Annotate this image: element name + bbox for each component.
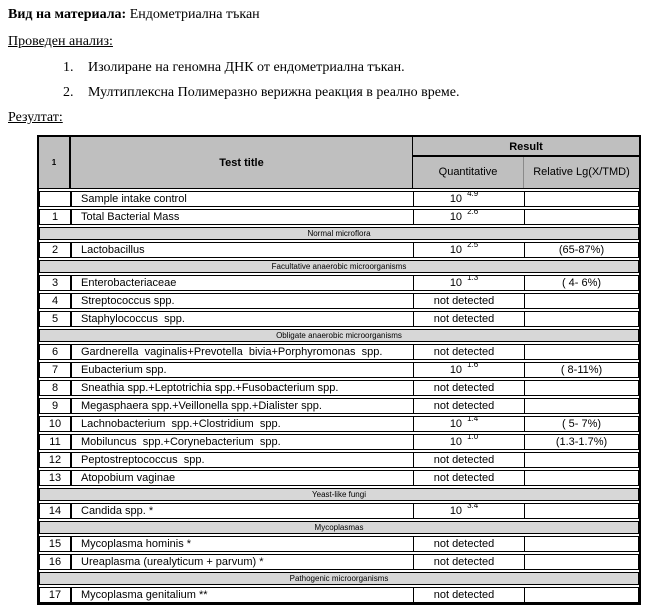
row-quantitative: not detected [414,453,525,467]
header-result-block [413,137,639,188]
power-value [450,193,478,205]
table-row [39,554,639,570]
list-item-number: 2. [63,85,74,100]
row-relative [525,381,638,395]
material-label: Вид на материала: [8,7,127,22]
power-value [450,505,478,517]
row-title: Candida spp. * [72,504,414,518]
row-title: Megasphaera spp.+Veillonella spp.+Dialister spp. [72,399,414,413]
row-relative [525,210,638,224]
row-number: 3 [40,276,72,290]
section-label: Facultative anaerobic microorganisms [271,262,407,271]
table-row [39,416,639,432]
row-relative [525,504,638,518]
table-row [39,380,639,396]
row-title: Lachnobacterium spp.+Clostridium spp. [72,417,414,431]
table-row [39,209,639,225]
row-quantitative: not detected [414,588,525,602]
table-row [39,434,639,450]
row-relative [525,312,638,326]
power-value [450,277,478,289]
row-number: 5 [40,312,72,326]
row-title: Mycoplasma genitalium ** [72,588,414,602]
table-row [39,503,639,519]
row-quantitative [414,192,525,206]
analysis-list [63,59,652,102]
list-item-text: Мултиплексна Полимеразно верижна реакция в реално време. [88,85,460,100]
row-relative: ( 8-11%) [560,364,603,376]
table-row [39,362,639,378]
row-number: 10 [40,417,72,431]
row-title: Enterobacteriaceae [72,276,414,290]
table-body [39,191,639,603]
section-label: Normal microflora [307,229,371,238]
row-title: Atopobium vaginae [72,471,414,485]
section-band [39,329,639,342]
row-number: 8 [40,381,72,395]
row-relative: ( 5- 7%) [561,418,602,430]
quant-exp: 1.4 [467,417,479,424]
row-relative [525,537,638,551]
table-row [39,275,639,291]
quant-exp: 2.5 [467,243,479,250]
table-row [39,470,639,486]
row-number: 11 [40,435,72,449]
row-quantitative [414,276,525,290]
quant-exp: 2.6 [467,210,479,217]
quant-base: 10 [449,277,463,289]
row-title: Eubacterium spp. [72,363,414,377]
analysis-heading: Проведен анализ: [8,34,113,49]
row-number: 9 [40,399,72,413]
row-quantitative: not detected [414,294,525,308]
power-value [450,364,478,376]
section-band [39,227,639,240]
row-quantitative [414,417,525,431]
row-relative: (65-87%) [558,244,605,256]
table-row [39,536,639,552]
quant-exp: 3.4 [467,504,479,511]
row-quantitative: not detected [414,381,525,395]
quant-base: 10 [449,436,463,448]
row-title: Streptococcus spp. [72,294,414,308]
quant-exp: 1.6 [467,363,479,370]
row-number: 16 [40,555,72,569]
quant-base: 10 [449,211,463,223]
row-number: 1 [40,210,72,224]
row-title: Sample intake control [72,192,414,206]
row-quantitative [414,504,525,518]
row-quantitative [414,210,525,224]
section-band [39,260,639,273]
results-table [37,135,641,605]
quant-exp: 1.3 [467,276,479,283]
list-item-number: 1. [63,60,74,75]
result-heading: Резултат: [8,110,63,125]
row-number: 12 [40,453,72,467]
row-relative [525,453,638,467]
row-title: Total Bacterial Mass [72,210,414,224]
quant-exp: 1.0 [467,435,479,442]
section-label: Obligate anaerobic microorganisms [276,331,402,340]
quant-base: 10 [449,244,463,256]
material-value: Ендометриална тъкан [129,7,260,22]
row-quantitative: not detected [414,471,525,485]
row-number [40,192,72,206]
row-quantitative: not detected [414,555,525,569]
header-result: Result [413,137,639,157]
table-row [39,398,639,414]
table-row [39,587,639,603]
row-relative: ( 4- 6%) [561,277,602,289]
row-title: Peptostreptococcus spp. [72,453,414,467]
table-row [39,293,639,309]
quant-exp: 4.9 [467,192,479,199]
section-label: Yeast-like fungi [312,490,366,499]
table-row [39,311,639,327]
row-relative [525,294,638,308]
row-title: Staphylococcus spp. [72,312,414,326]
row-relative [525,345,638,359]
row-title: Ureaplasma (urealyticum + parvum) * [72,555,414,569]
section-band [39,521,639,534]
header-number-cell [39,137,71,188]
row-number: 13 [40,471,72,485]
row-number: 6 [40,345,72,359]
header-relative: Relative Lg(X/TMD) [533,166,630,178]
row-title: Lactobacillus [72,243,414,257]
quant-base: 10 [449,193,463,205]
number-mark: 1 [51,158,57,167]
table-row [39,344,639,360]
list-item [63,59,652,77]
row-quantitative [414,243,525,257]
row-number: 17 [40,588,72,602]
header-quantitative: Quantitative [413,157,524,188]
row-relative [525,471,638,485]
row-relative [525,588,638,602]
header-test-title: Test title [71,137,413,188]
row-relative [525,192,638,206]
row-title: Mycoplasma hominis * [72,537,414,551]
power-value [450,211,478,223]
row-number: 7 [40,363,72,377]
row-quantitative: not detected [414,399,525,413]
table-row [39,242,639,258]
section-band [39,572,639,585]
row-quantitative: not detected [414,537,525,551]
list-item [63,84,652,102]
power-value [450,436,478,448]
table-row [39,452,639,468]
row-quantitative: not detected [414,312,525,326]
document-header [0,0,652,127]
row-title: Sneathia spp.+Leptotrichia spp.+Fusobacterium spp. [72,381,414,395]
table-header [39,137,639,189]
row-relative [525,399,638,413]
table-row [39,191,639,207]
list-item-text: Изолиране на геномна ДНК от ендометриална тъкан. [88,60,405,75]
row-quantitative [414,363,525,377]
row-number: 2 [40,243,72,257]
section-band [39,488,639,501]
power-value [450,418,478,430]
row-title: Mobiluncus spp.+Corynebacterium spp. [72,435,414,449]
quant-base: 10 [449,505,463,517]
quant-base: 10 [449,364,463,376]
row-relative [525,555,638,569]
section-label: Pathogenic microorganisms [289,574,389,583]
row-relative: (1.3-1.7%) [555,436,608,448]
row-title: Gardnerella vaginalis+Prevotella bivia+Porphyromonas spp. [72,345,414,359]
row-quantitative [414,435,525,449]
row-number: 15 [40,537,72,551]
row-quantitative: not detected [414,345,525,359]
material-line [8,6,652,24]
row-number: 14 [40,504,72,518]
header-subrow [413,157,639,188]
quant-base: 10 [449,418,463,430]
section-label: Mycoplasmas [314,523,364,532]
power-value [450,244,478,256]
row-number: 4 [40,294,72,308]
